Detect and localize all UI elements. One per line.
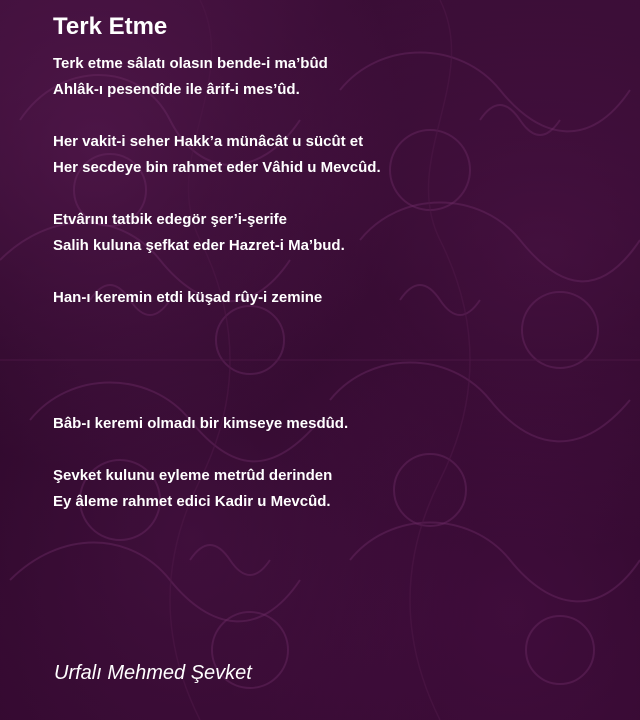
poem-line-7: Han-ı keremin etdi küşad rûy-i zemine <box>53 289 323 306</box>
poem-line-10: Ey âleme rahmet edici Kadir u Mevcûd. <box>53 493 331 510</box>
poem-line-5: Etvârını tatbik edegör şer’i-şerife <box>53 211 287 228</box>
poem-line-6: Salih kuluna şefkat eder Hazret-i Ma’bud. <box>53 237 345 254</box>
poem-line-3: Her vakit-i seher Hakk’a münâcât u sücût et <box>53 133 364 150</box>
poem-line-4: Her secdeye bin rahmet eder Vâhid u Mevcûd. <box>53 159 381 176</box>
poem-title: Terk Etme <box>53 13 168 40</box>
poem-line-2: Ahlâk-ı pesendîde ile ârif-i mes’ûd. <box>53 81 300 98</box>
poem-author: Urfalı Mehmed Şevket <box>54 662 252 684</box>
poem-line-8: Bâb-ı keremi olmadı bir kimseye mesdûd. <box>53 415 349 432</box>
poem-line-1: Terk etme sâlatı olasın bende-i ma’bûd <box>53 55 328 72</box>
poem-line-9: Şevket kulunu eyleme metrûd derinden <box>53 467 333 484</box>
